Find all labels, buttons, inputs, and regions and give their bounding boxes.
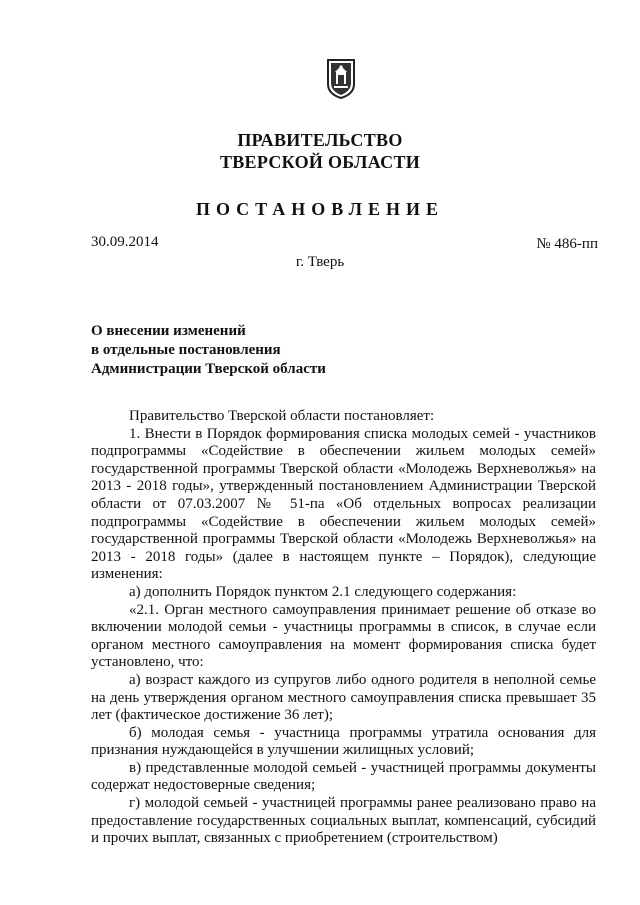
body-paragraph: а) дополнить Порядок пунктом 2.1 следующего содержания: bbox=[129, 583, 517, 600]
body-intro: Правительство Тверской области постановляет: bbox=[129, 408, 435, 424]
document-type-title: ПОСТАНОВЛЕНИЕ bbox=[195, 199, 445, 219]
body-paragraph: 1. Внести в Порядок формирования списка молодых семей - участников подпрограммы «Содействие в обеспечении жильем молодых семей» государственной программы Тверской области «Молодежь Верхневолжья» на 2013 - 2018 годы», утвержденный постановлением Администрации Тверской области от 07.03.2007 № 51-па «Об отдельных вопросах реализации подпрограммы «Содействие в обеспечении жильем молодых семей» государственной программы Тверской области «Молодежь Верхневолжья» на 2013 - 2018 годы» (далее в настоящем пункте – Порядок), следующие изменения: bbox=[91, 425, 596, 583]
body-paragraph: «2.1. Орган местного самоуправления принимает решение об отказе во включении молодой семьи - участницы программы в список, в случае если органом местного самоуправления на момент формирования списка будет установлено, что: bbox=[91, 601, 596, 671]
document-subject bbox=[91, 322, 326, 379]
coat-of-arms-icon bbox=[326, 56, 356, 100]
body-paragraph: в) представленные молодой семьей - участницей программы документы содержат недостоверные сведения; bbox=[91, 759, 596, 794]
document-date: 30.09.2014 bbox=[91, 234, 159, 250]
subject-line: Администрации Тверской области bbox=[91, 361, 326, 377]
subject-line: О внесении изменений bbox=[91, 323, 246, 339]
body-paragraph: г) молодой семьей - участницей программы ранее реализовано право на предоставление государственных социальных выплат, компенсаций, субсидий и прочих выплат, связанных с приобретением (строительством) bbox=[91, 795, 596, 847]
organization-name-line2: ТВЕРСКОЙ ОБЛАСТИ bbox=[219, 152, 421, 172]
subject-line: в отдельные постановления bbox=[91, 342, 281, 358]
document-city: г. Тверь bbox=[295, 254, 345, 270]
document-body bbox=[91, 408, 596, 848]
document-number: № 486-пп bbox=[536, 236, 598, 252]
body-paragraph: б) молодая семья - участница программы утратила основания для признания нуждающейся в улучшении жилищных условий; bbox=[91, 724, 596, 759]
body-paragraph: а) возраст каждого из супругов либо одного родителя в неполной семье на день утверждения органом местного самоуправления списка превышает 35 лет (фактическое достижение 36 лет); bbox=[91, 671, 596, 724]
organization-name-line1: ПРАВИТЕЛЬСТВО bbox=[237, 130, 403, 150]
